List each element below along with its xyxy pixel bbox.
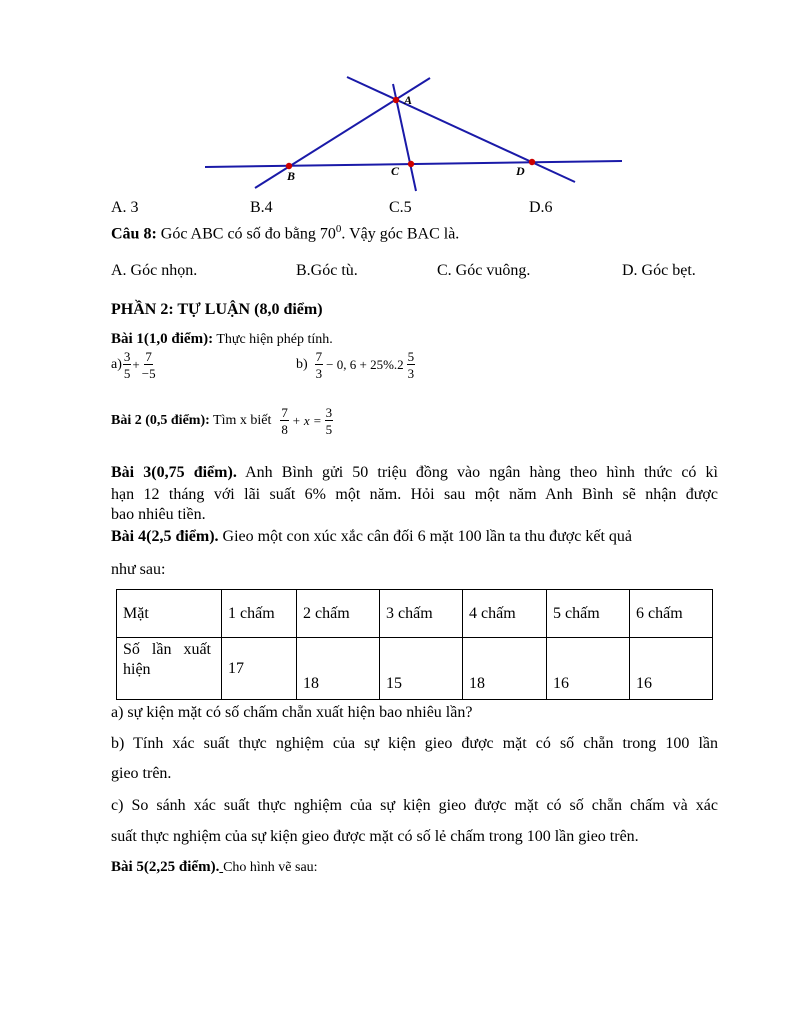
part2-heading: PHẦN 2: TỰ LUẬN (8,0 điểm): [111, 301, 323, 318]
bai1-part-a: a) $\frac{3}{5}$ + $\frac{7}{-5}$: [111, 349, 156, 381]
label-c: C: [391, 164, 400, 178]
point-a: [393, 97, 399, 103]
q7-option-d: D.6: [529, 199, 553, 216]
q8-text-after: . Vậy góc BAC là.: [341, 225, 460, 243]
table-header-cell: 3 chấm: [380, 590, 463, 638]
q8-option-b: B.Góc tù.: [296, 262, 358, 279]
table-row-label: Số lần xuất hiện: [117, 638, 222, 700]
table-cell-4: 18: [463, 638, 547, 700]
q8-label: Câu 8:: [111, 225, 157, 243]
q8-question: [111, 223, 459, 243]
table-header-cell: 1 chấm: [222, 590, 297, 638]
line-ad: [347, 77, 575, 182]
table-header-cell: 6 chấm: [630, 590, 713, 638]
table-cell-6: 16: [630, 638, 713, 700]
q8-option-c: C. Góc vuông.: [437, 262, 531, 279]
q7-option-b: B.4: [250, 199, 273, 216]
bai1-label: Bài 1(1,0 điểm):: [111, 331, 214, 347]
bai2: Bài 2 (0,5 điểm): Tìm x biết $\frac{7}{8}$ + x = $\frac{3}{5}$: [111, 405, 333, 437]
q8-option-d: D. Góc bẹt.: [622, 262, 696, 279]
table-header-cell: 4 chấm: [463, 590, 547, 638]
bai4-question-b-line1: b) Tính xác suất thực nghiệm của sự kiện gieo được mặt có số chẵn trong 100 lần: [111, 735, 718, 752]
bai4-question-c-line2: suất thực nghiệm của sự kiện gieo được mặt có số lẻ chấm trong 100 lần gieo trên.: [111, 828, 639, 845]
bai4-question-b-line2: gieo trên.: [111, 765, 172, 782]
table-header-row: [117, 590, 713, 638]
bai4-line2: như sau:: [111, 561, 166, 578]
table-cell-3: 15: [380, 638, 463, 700]
point-c: [408, 161, 414, 167]
bai1-title: [111, 331, 333, 348]
dice-results-table: [116, 589, 713, 700]
bai4-question-a: a) sự kiện mặt có số chấm chẵn xuất hiện bao nhiêu lần?: [111, 704, 473, 721]
bai3-line1: Bài 3(0,75 điểm). Anh Bình gửi 50 triệu đồng vào ngân hàng theo hình thức có kì: [111, 464, 719, 481]
bai1-text: Thực hiện phép tính.: [213, 332, 333, 347]
label-b: B: [287, 169, 296, 183]
table-header-cell: Mặt: [117, 590, 222, 638]
q8-text-before: Góc ABC có số đo bằng 70: [156, 225, 336, 243]
bai4-line1: Bài 4(2,5 điểm). Gieo một con xúc xắc cân đối 6 mặt 100 lần ta thu được kết quả: [111, 528, 633, 545]
table-cell-1: 17: [222, 638, 297, 700]
bai3-line3: bao nhiêu tiền.: [111, 506, 206, 523]
bai3-line2: hạn 12 tháng với lãi suất 6% một năm. Hỏi sau một năm Anh Bình sẽ nhận được: [111, 486, 718, 503]
bai1-part-b: b) $\frac{7}{3}$ − 0, 6 + 25%.2 $\frac{5}{3}$: [296, 349, 415, 381]
table-cell-2: 18: [297, 638, 380, 700]
point-d: [529, 159, 535, 165]
q8-option-a: A. Góc nhọn.: [111, 262, 198, 279]
label-d: D: [516, 164, 525, 178]
bai2-label: Bài 2 (0,5 điểm):: [111, 413, 210, 428]
bai4-question-c-line1: c) So sánh xác suất thực nghiệm của sự kiện gieo được mặt có số chẵn chấm và xác: [111, 797, 718, 814]
table-row: [117, 638, 713, 700]
q7-option-c: C.5: [389, 199, 412, 216]
q7-option-a: A. 3: [111, 199, 139, 216]
table-header-cell: 5 chấm: [547, 590, 630, 638]
table-header-cell: 2 chấm: [297, 590, 380, 638]
bai5: Bài 5(2,25 điểm). Cho hình vẽ sau:: [111, 859, 318, 875]
table-cell-5: 16: [547, 638, 630, 700]
q8-degree: 0: [335, 223, 342, 235]
geometry-figure: [0, 0, 792, 200]
label-a: A: [404, 93, 413, 107]
